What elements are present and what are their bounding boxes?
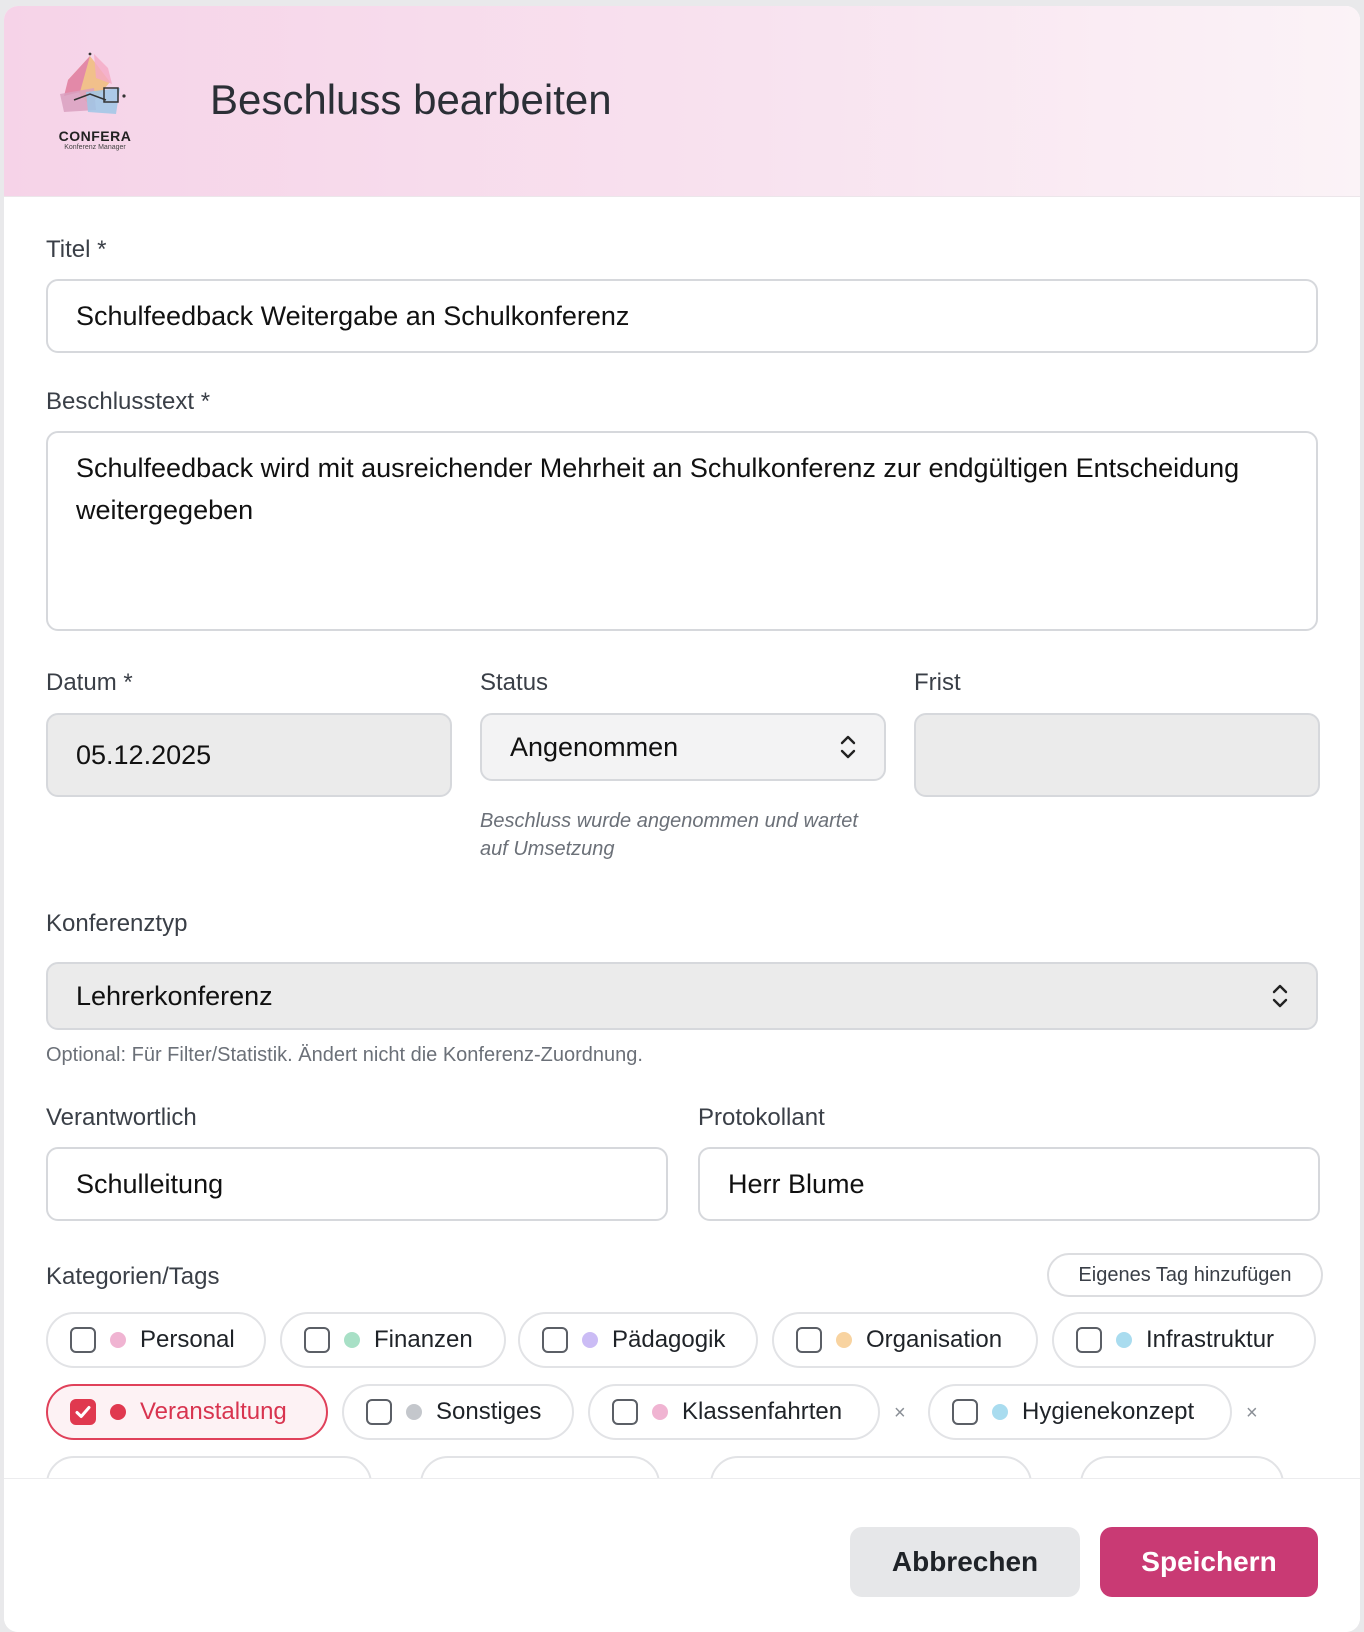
remove-tag-button[interactable]: × <box>1246 1402 1258 1424</box>
tag-label: Sonstiges <box>436 1398 542 1425</box>
chevron-up-down-icon <box>1270 982 1290 1010</box>
tag-label: Hygienekonzept <box>1022 1398 1195 1425</box>
color-dot <box>406 1404 422 1420</box>
tag-label: Klassenfahrten <box>682 1398 843 1425</box>
responsible-input[interactable] <box>46 1147 668 1221</box>
tag-label: Infrastruktur <box>1146 1326 1275 1353</box>
tag-chip[interactable] <box>280 1312 506 1368</box>
confera-logo <box>50 48 140 158</box>
checkbox[interactable] <box>952 1399 978 1425</box>
title-label: Titel * <box>46 236 107 263</box>
logo-wordmark: CONFERA <box>58 128 132 144</box>
chevron-up-down-icon <box>838 733 858 761</box>
color-dot <box>344 1332 360 1348</box>
tags-label: Kategorien/Tags <box>46 1263 220 1290</box>
cancel-button[interactable]: Abbrechen <box>850 1527 1080 1597</box>
tag-chip[interactable] <box>342 1384 574 1440</box>
checkbox[interactable] <box>70 1327 96 1353</box>
date-label: Datum * <box>46 669 133 696</box>
responsible-label: Verantwortlich <box>46 1104 197 1131</box>
remove-tag-button[interactable]: × <box>894 1402 906 1424</box>
title-input[interactable] <box>46 279 1318 353</box>
minute-taker-input[interactable] <box>698 1147 1320 1221</box>
checkbox-checked[interactable] <box>70 1399 96 1425</box>
dialog-header <box>4 6 1360 197</box>
color-dot <box>992 1404 1008 1420</box>
conference-type-select[interactable] <box>46 962 1318 1030</box>
date-input[interactable] <box>46 713 452 797</box>
status-select-value: Angenommen <box>510 731 679 762</box>
tag-chip[interactable] <box>928 1384 1232 1440</box>
dialog-title: Beschluss bearbeiten <box>210 76 612 123</box>
color-dot <box>836 1332 852 1348</box>
tag-label: Personal <box>140 1326 235 1353</box>
checkbox[interactable] <box>366 1399 392 1425</box>
color-dot <box>110 1332 126 1348</box>
save-button[interactable]: Speichern <box>1100 1527 1318 1597</box>
conference-type-select-value: Lehrerkonferenz <box>76 980 273 1011</box>
edit-resolution-dialog <box>4 6 1360 1632</box>
minute-taker-label: Protokollant <box>698 1104 825 1131</box>
add-custom-tag-button[interactable]: Eigenes Tag hinzufügen <box>1047 1253 1323 1297</box>
tag-chip[interactable] <box>772 1312 1038 1368</box>
checkbox[interactable] <box>796 1327 822 1353</box>
status-label: Status <box>480 669 549 696</box>
color-dot <box>652 1404 668 1420</box>
resolution-text-textarea[interactable] <box>46 431 1318 631</box>
conference-type-label: Konferenztyp <box>46 910 188 937</box>
checkbox[interactable] <box>612 1399 638 1425</box>
status-hint: Beschluss wurde angenommen und wartet auf Umsetzung <box>480 810 858 860</box>
tag-chip[interactable] <box>1052 1312 1316 1368</box>
minute-taker-input-value: Herr Blume <box>728 1168 865 1199</box>
checkbox[interactable] <box>542 1327 568 1353</box>
tag-chip[interactable] <box>46 1312 266 1368</box>
tag-label: Pädagogik <box>612 1326 726 1353</box>
date-input-value: 05.12.2025 <box>76 739 212 770</box>
tag-chip[interactable] <box>518 1312 758 1368</box>
resolution-text-value: Schulfeedback wird mit ausreichender Mehrheit an Schulkonferenz zur endgültigen Entscheidung weitergegeben <box>76 453 1240 525</box>
color-dot <box>1116 1332 1132 1348</box>
status-select[interactable] <box>480 713 886 781</box>
color-dot <box>582 1332 598 1348</box>
tag-chip[interactable] <box>588 1384 880 1440</box>
dialog-footer <box>4 1478 1360 1632</box>
logo-subtitle: Konferenz Manager <box>64 144 126 151</box>
deadline-input[interactable] <box>914 713 1320 797</box>
resolution-text-label: Beschlusstext * <box>46 388 211 415</box>
tag-label: Organisation <box>866 1326 1003 1353</box>
tag-chip-checked[interactable] <box>46 1384 328 1440</box>
tag-label: Finanzen <box>374 1326 473 1353</box>
title-input-value: Schulfeedback Weitergabe an Schulkonferenz <box>76 300 630 331</box>
tag-label: Veranstaltung <box>140 1398 287 1425</box>
checkbox[interactable] <box>304 1327 330 1353</box>
deadline-label: Frist <box>914 669 961 696</box>
checkbox[interactable] <box>1076 1327 1102 1353</box>
conference-type-hint: Optional: Für Filter/Statistik. Ändert nicht die Konferenz-Zuordnung. <box>46 1044 643 1066</box>
responsible-input-value: Schulleitung <box>76 1168 224 1199</box>
checkmark-icon <box>74 1403 92 1421</box>
color-dot <box>110 1404 126 1420</box>
